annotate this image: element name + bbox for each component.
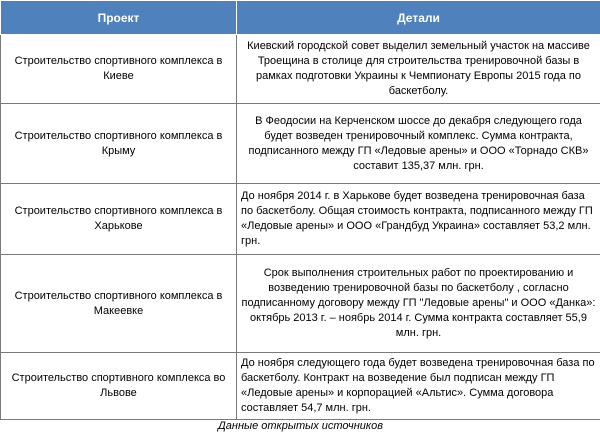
project-cell: Строительство спортивного комплекса во Львове	[1, 353, 237, 420]
table-row	[1, 104, 600, 184]
details-cell: Срок выполнения строительных работ по проектированию и возведению тренировочной базы по баскетболу , согласно подписанному договору между ГП "Ледовые арены" и ООО «Данка»: октябрь 2013 г. – ноябрь 2014 г. Сумма контракта составляет 55,9 млн. грн.	[237, 255, 600, 353]
table-row	[1, 184, 600, 255]
header-project: Проект	[1, 1, 237, 35]
source-row	[1, 420, 600, 432]
details-cell: Киевский городской совет выделил земельный участок на массиве Троещина в столице для строительства тренировочной базы в рамках подготовки Украины к Чемпионату Европы 2015 года по баскетболу.	[237, 35, 600, 104]
project-cell: Строительство спортивного комплекса в Киеве	[1, 35, 237, 104]
table-row	[1, 255, 600, 353]
details-cell: В Феодосии на Керченском шоссе до декабря следующего года будет возведен тренировочный комплекс. Сумма контракта, подписанного между ГП «Ледовые арены» и ООО «Торнадо СКВ» составит 135,37 млн. грн.	[237, 104, 600, 184]
project-cell: Строительство спортивного комплекса в Харькове	[1, 184, 237, 255]
header-details: Детали	[237, 1, 600, 35]
header-row	[1, 1, 600, 35]
project-cell: Строительство спортивного комплекса в Макеевке	[1, 255, 237, 353]
source-note: Данные открытых источников	[1, 420, 600, 432]
table-row	[1, 35, 600, 104]
details-cell: До ноября следующего года будет возведена тренировочная база по баскетболу. Контракт на возведение был подписан между ГП «Ледовые арены» и корпорацией «Альтис». Сумма договора составляет 54,7 млн. грн.	[237, 353, 600, 420]
project-cell: Строительство спортивного комплекса в Крыму	[1, 104, 237, 184]
details-cell: До ноября 2014 г. в Харькове будет возведена тренировочная база по баскетболу. Общая стоимость контракта, подписанного между ГП «Ледовые арены» и ООО «Грандбуд Украина» составляет 53,2 млн. грн.	[237, 184, 600, 255]
table-row	[1, 353, 600, 420]
